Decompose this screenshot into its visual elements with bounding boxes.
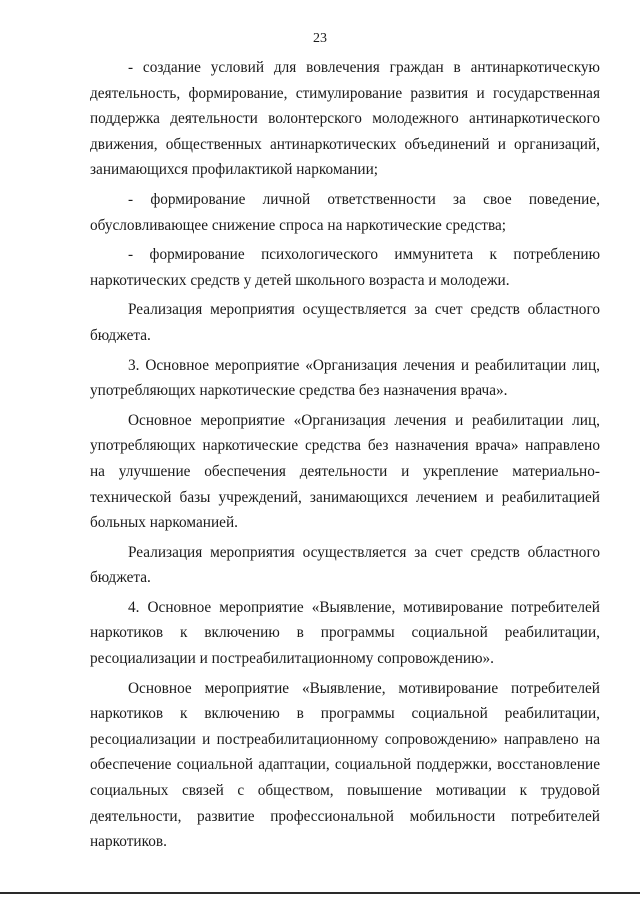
paragraph-measure-4-description: Основное мероприятие «Выявление, мотивирование потребителей наркотиков к включению в программы социальной реабилитации, ресоциализации и постреабилитационному сопровождению» направлено на обеспечение социальной адаптации, социальной поддержки, восстановление социальных связей с обществом, повышение мотивации к трудовой деятельности, развитие профессиональной мобильности потребителей наркотиков. [90, 679, 600, 851]
paragraph-funding-1: Реализация мероприятия осуществляется за счет средств областного бюджета. [90, 301, 600, 344]
paragraph-measure-4-heading: 4. Основное мероприятие «Выявление, мотивирование потребителей наркотиков к включению в программы социальной реабилитации, ресоциализации и постреабилитационному сопровождению». [90, 598, 600, 668]
paragraph-funding-2: Реализация мероприятия осуществляется за счет средств областного бюджета. [90, 543, 600, 587]
bottom-divider [0, 892, 640, 894]
document-body [90, 55, 600, 859]
paragraph-measure-3-description: Основное мероприятие «Организация лечения и реабилитации лиц, употребляющих наркотические средства без назначения врача» направлено на улучшение обеспечения деятельности и укрепление материально-технической базы учреждений, занимающихся лечением и реабилитацией больных наркоманией. [90, 411, 600, 532]
paragraph-personal-responsibility: - формирование личной ответственности за свое поведение, обусловливающее снижение спроса на наркотические средства; [90, 190, 600, 234]
page-number: 23 [313, 31, 327, 46]
paragraph-volunteer-conditions: - создание условий для вовлечения граждан в антинаркотическую деятельность, формирование, стимулирование развития и государственная поддержка деятельности волонтерского молодежного антинаркотического движения, общественных антинаркотических объединений и организаций, занимающихся профилактикой наркомании; [90, 59, 600, 179]
paragraph-measure-3-heading: 3. Основное мероприятие «Организация лечения и реабилитации лиц, употребляющих наркотические средства без назначения врача». [90, 356, 600, 400]
paragraph-psychological-immunity: - формирование психологического иммунитета к потреблению наркотических средств у детей школьного возраста и молодежи. [90, 246, 600, 289]
